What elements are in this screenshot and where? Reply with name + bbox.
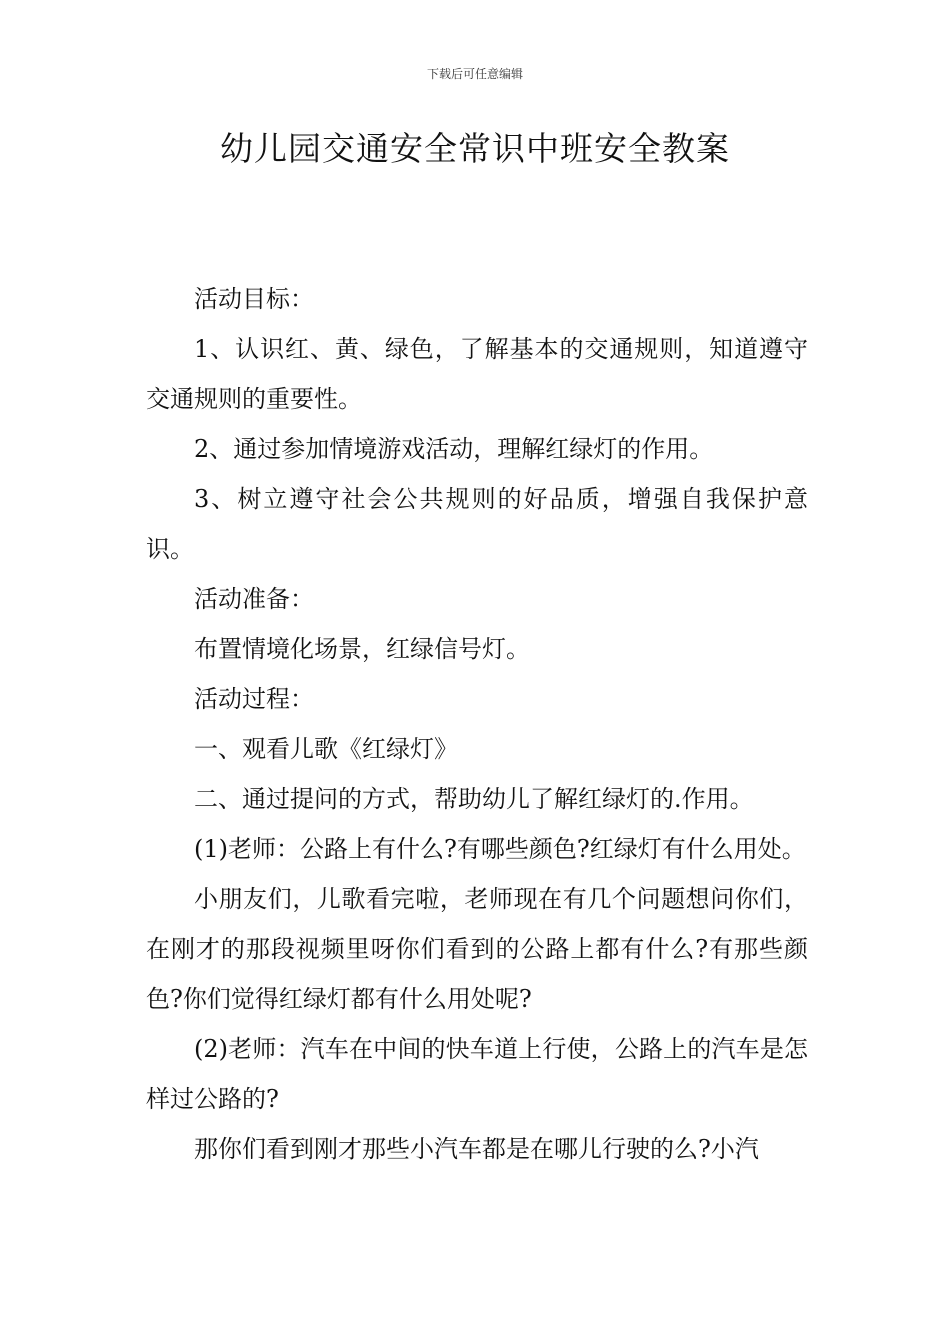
paragraph: 活动准备： (194, 585, 314, 613)
paragraph: (2)老师：汽车在中间的快车道上行使，公路上的汽车是怎样过公路的? (146, 1035, 808, 1113)
paragraph: 小朋友们，儿歌看完啦，老师现在有几个问题想问你们，在刚才的那段视频里呀你们看到的公路上都有什么?有那些颜色?你们觉得红绿灯都有什么用处呢? (146, 885, 808, 1013)
document-title: 幼儿园交通安全常识中班安全教案 (220, 129, 730, 168)
paragraph: 1、认识红、黄、绿色，了解基本的交通规则，知道遵守交通规则的重要性。 (146, 335, 808, 413)
paragraph: 布置情境化场景，红绿信号灯。 (194, 635, 530, 663)
document-body (146, 274, 808, 1174)
paragraph: (1)老师：公路上有什么?有哪些颜色?红绿灯有什么用处。 (194, 835, 806, 863)
paragraph: 活动过程： (194, 685, 314, 713)
header-note: 下载后可任意编辑 (426, 67, 523, 81)
paragraph: 3、树立遵守社会公共规则的好品质，增强自我保护意识。 (146, 485, 808, 563)
paragraph: 那你们看到刚才那些小汽车都是在哪儿行驶的么?小汽 (194, 1135, 759, 1163)
paragraph: 二、通过提问的方式，帮助幼儿了解红绿灯的.作用。 (194, 785, 754, 813)
paragraph: 一、观看儿歌《红绿灯》 (194, 735, 458, 763)
paragraph: 2、通过参加情境游戏活动，理解红绿灯的作用。 (194, 435, 714, 463)
paragraph: 活动目标： (194, 285, 314, 313)
